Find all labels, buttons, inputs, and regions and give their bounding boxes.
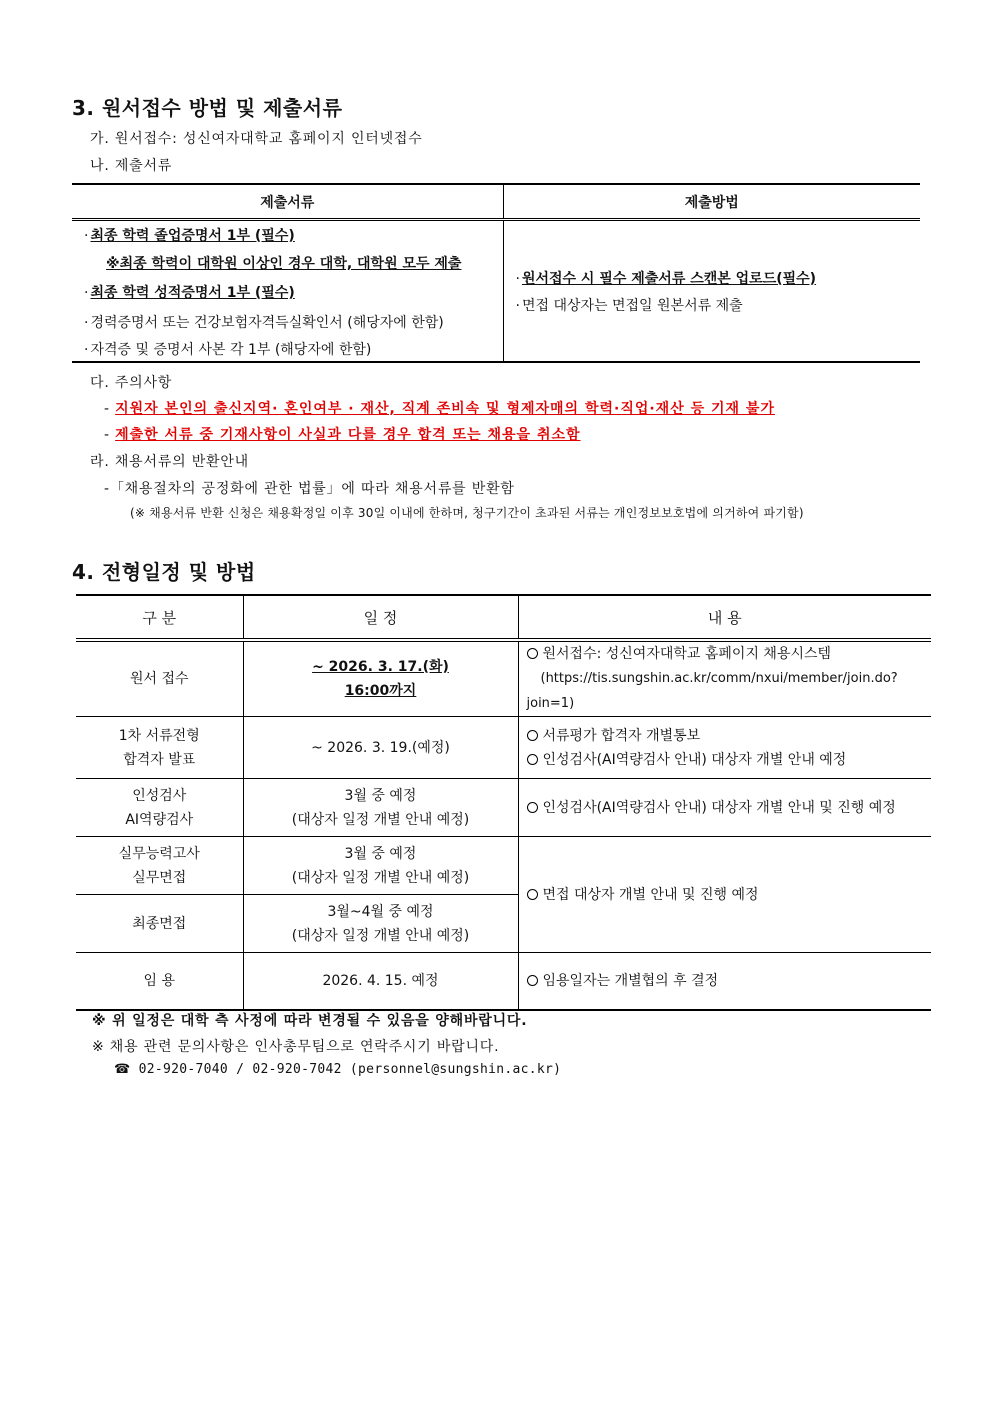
documents-table bbox=[72, 183, 920, 363]
table-row bbox=[76, 640, 931, 717]
stage-cell: 최종면접 bbox=[76, 895, 243, 953]
stage-cell: 실무능력고사 실무면접 bbox=[76, 837, 243, 895]
schedule-cell: ~ 2026. 3. 17.(화) 16:00까지 bbox=[243, 640, 518, 717]
header-schedule: 일 정 bbox=[243, 595, 518, 640]
schedule-cell: 3월 중 예정 (대상자 일정 개별 안내 예정) bbox=[243, 837, 518, 895]
header-content: 내 용 bbox=[518, 595, 931, 640]
stage-cell: 인성검사 AI역량검사 bbox=[76, 779, 243, 837]
doc-note: ※최종 학력이 대학원 이상인 경우 대학, 대학원 모두 제출 bbox=[106, 256, 462, 272]
contact-line: ☎ 02-920-7040 / 02-920-7042 (personnel@sungshin.ac.kr) bbox=[114, 1062, 562, 1077]
circle-bullet-icon bbox=[527, 802, 538, 813]
caution-2: - 제출한 서류 중 기재사항이 사실과 다를 경우 합격 또는 채용을 취소함 bbox=[104, 427, 581, 443]
header-stage: 구 분 bbox=[76, 595, 243, 640]
docs-cell bbox=[72, 220, 503, 363]
method-item: · 원서접수 시 필수 제출서류 스캔본 업로드(필수) bbox=[515, 271, 817, 287]
content-cell: 임용일자는 개별협의 후 결정 bbox=[518, 953, 931, 1010]
schedule-table bbox=[76, 594, 931, 1011]
stage-cell: 임 용 bbox=[76, 953, 243, 1010]
table-row bbox=[76, 717, 931, 779]
content-cell: 원서접수: 성신여자대학교 홈페이지 채용시스템 (https://tis.sungshin.ac.kr/comm/nxui/member/join.do?join=1) bbox=[518, 640, 931, 717]
content-cell: 인성검사(AI역량검사 안내) 대상자 개별 안내 및 진행 예정 bbox=[518, 779, 931, 837]
header-method: 제출방법 bbox=[503, 184, 920, 220]
section3-title: 3. 원서접수 방법 및 제출서류 bbox=[72, 96, 343, 120]
header-docs: 제출서류 bbox=[72, 184, 503, 220]
doc-item: · 최종 학력 졸업증명서 1부 (필수) bbox=[84, 228, 295, 244]
note-2: ※ 채용 관련 문의사항은 인사총무팀으로 연락주시기 바랍니다. bbox=[92, 1039, 500, 1055]
circle-bullet-icon bbox=[527, 730, 538, 741]
stage-cell: 1차 서류전형 합격자 발표 bbox=[76, 717, 243, 779]
item-ga: 가. 원서접수: 성신여자대학교 홈페이지 인터넷접수 bbox=[90, 131, 423, 147]
phone-icon: ☎ bbox=[114, 1062, 131, 1077]
table-row bbox=[76, 779, 931, 837]
schedule-cell: 2026. 4. 15. 예정 bbox=[243, 953, 518, 1010]
method-item: · 면접 대상자는 면접일 원본서류 제출 bbox=[515, 298, 743, 314]
doc-item: · 최종 학력 성적증명서 1부 (필수) bbox=[84, 285, 295, 301]
note-1: ※ 위 일정은 대학 측 사정에 따라 변경될 수 있음을 양해바랍니다. bbox=[92, 1013, 528, 1029]
circle-bullet-icon bbox=[527, 648, 538, 659]
schedule-cell: 3월 중 예정 (대상자 일정 개별 안내 예정) bbox=[243, 779, 518, 837]
return-note: (※ 채용서류 반환 신청은 채용확정일 이후 30일 이내에 한하며, 청구기간이 초과된 서류는 개인정보보호법에 의거하여 파기함) bbox=[130, 506, 804, 520]
table-row bbox=[76, 837, 931, 895]
circle-bullet-icon bbox=[527, 754, 538, 765]
schedule-cell: ~ 2026. 3. 19.(예정) bbox=[243, 717, 518, 779]
item-na: 나. 제출서류 bbox=[90, 158, 173, 174]
table-row bbox=[76, 953, 931, 1010]
circle-bullet-icon bbox=[527, 975, 538, 986]
schedule-cell: 3월~4월 중 예정 (대상자 일정 개별 안내 예정) bbox=[243, 895, 518, 953]
caution-1: - 지원자 본인의 출신지역· 혼인여부 · 재산, 직계 존비속 및 형제자매의 학력·직업·재산 등 기재 불가 bbox=[104, 401, 775, 417]
return-line: -「채용절차의 공정화에 관한 법률」에 따라 채용서류를 반환함 bbox=[104, 481, 515, 497]
doc-item: · 자격증 및 증명서 사본 각 1부 (해당자에 한함) bbox=[84, 342, 372, 358]
stage-cell: 원서 접수 bbox=[76, 640, 243, 717]
method-cell bbox=[503, 220, 920, 363]
circle-bullet-icon bbox=[527, 889, 538, 900]
content-cell: 면접 대상자 개별 안내 및 진행 예정 bbox=[518, 837, 931, 953]
item-da: 다. 주의사항 bbox=[90, 375, 173, 391]
item-ra: 라. 채용서류의 반환안내 bbox=[90, 454, 249, 470]
doc-item: · 경력증명서 또는 건강보험자격득실확인서 (해당자에 한함) bbox=[84, 315, 444, 331]
section4-title: 4. 전형일정 및 방법 bbox=[72, 560, 256, 584]
content-cell: 서류평가 합격자 개별통보 인성검사(AI역량검사 안내) 대상자 개별 안내 예정 bbox=[518, 717, 931, 779]
